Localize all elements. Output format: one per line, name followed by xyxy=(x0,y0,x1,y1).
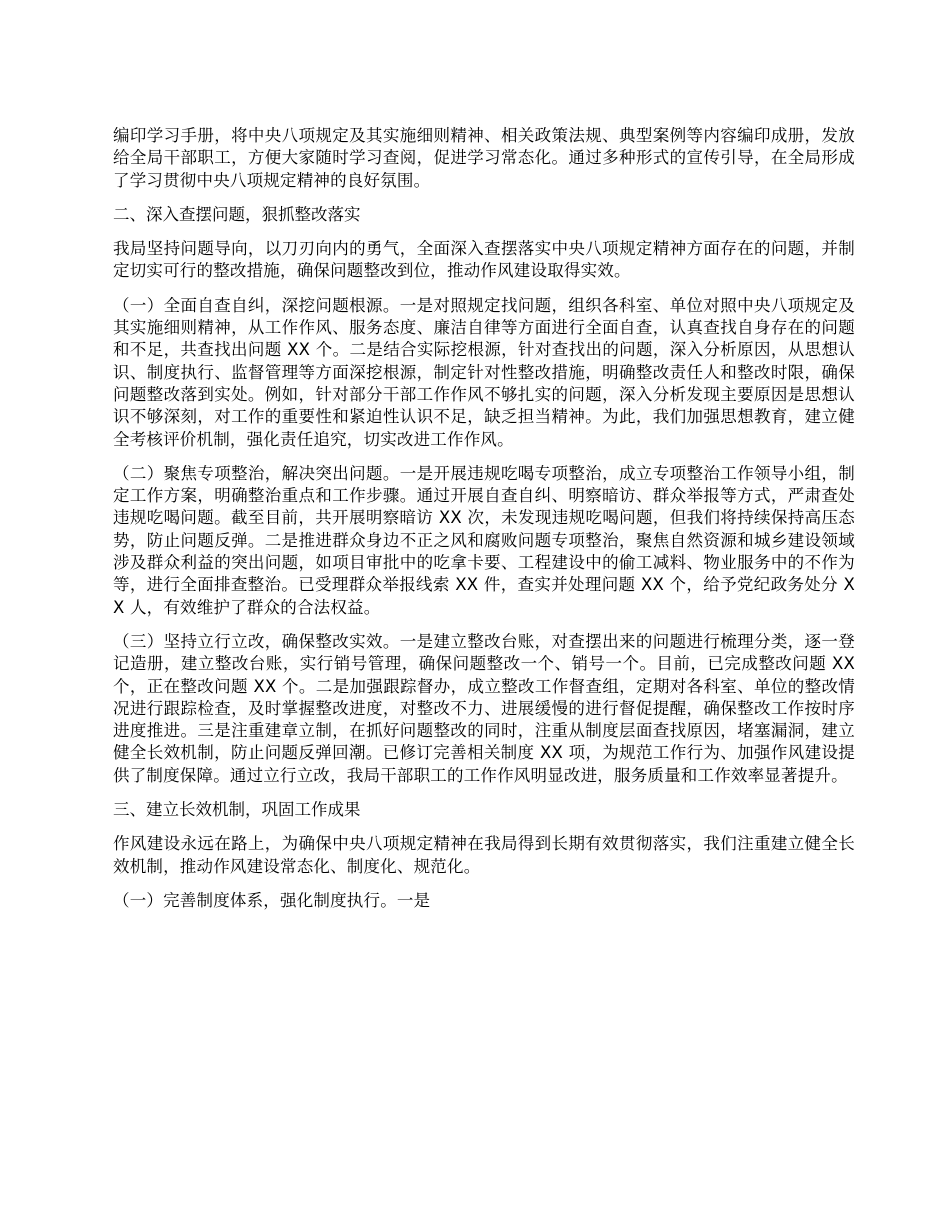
paragraph-self-inspection: （一）全面自查自纠，深挖问题根源。一是对照规定找问题，组织各科室、单位对照中央八项规定及其实施细则精神，从工作作风、服务态度、廉洁自律等方面进行全面自查，认真查找自身存在的问题和不足，共查找出问题 XX 个。二是结合实际挖根源，针对查找出的问题，深入分析原因，从思想认识、制度执行、监督管理等方面深挖根源，制定针对性整改措施，明确整改责任人和整改时限，确保问题整改落到实处。例如，针对部分干部工作作风不够扎实的问题，深入分析发现主要原因是思想认识不够深刻，对工作的重要性和紧迫性认识不足，缺乏担当精神。为此，我们加强思想教育，建立健全考核评价机制，强化责任追究，切实改进工作作风。 xyxy=(113,295,855,449)
paragraph-long-term-mechanism: 作风建设永远在路上，为确保中央八项规定精神在我局得到长期有效贯彻落实，我们注重建立健全长效机制，推动作风建设常态化、制度化、规范化。 xyxy=(113,834,855,876)
paragraph-study-handbook: 编印学习手册，将中央八项规定及其实施细则精神、相关政策法规、典型案例等内容编印成册，发放给全局干部职工，方便大家随时学习查阅，促进学习常态化。通过多种形式的宣传引导，在全局形成了学习贯彻中央八项规定精神的良好氛围。 xyxy=(113,126,855,190)
document-page xyxy=(113,125,855,924)
paragraph-immediate-rectification: （三）坚持立行立改，确保整改实效。一是建立整改台账，对查摆出来的问题进行梳理分类，逐一登记造册，建立整改台账，实行销号管理，确保问题整改一个、销号一个。目前，已完成整改问题 XX 个，正在整改问题 XX 个。二是加强跟踪督办，成立整改工作督查组，定期对各科室、单位的整改情况进行跟踪检查，及时掌握整改进度，对整改不力、进展缓慢的进行督促提醒，确保整改工作按时序进度推进。三是注重建章立制，在抓好问题整改的同时，注重从制度层面查找原因，堵塞漏洞，建立健全长效机制，防止问题反弹回潮。已修订完善相关制度 XX 项，为规范工作行为、加强作风建设提供了制度保障。通过立行立改，我局干部职工的工作作风明显改进，服务质量和工作效率显著提升。 xyxy=(113,631,855,785)
paragraph-problem-orientation: 我局坚持问题导向，以刀刃向内的勇气，全面深入查摆落实中央八项规定精神方面存在的问题，并制定切实可行的整改措施，确保问题整改到位，推动作风建设取得实效。 xyxy=(113,239,855,281)
paragraph-system-improvement: （一）完善制度体系，强化制度执行。一是 xyxy=(113,890,431,910)
section-heading-2: 二、深入查摆问题，狠抓整改落实 xyxy=(113,204,361,224)
paragraph-special-rectification: （二）聚焦专项整治，解决突出问题。一是开展违规吃喝专项整治，成立专项整治工作领导小组，制定工作方案，明确整治重点和工作步骤。通过开展自查自纠、明察暗访、群众举报等方式，严肃查处违规吃喝问题。截至目前，共开展明察暗访 XX 次，未发现违规吃喝问题，但我们将持续保持高压态势，防止问题反弹。二是推进群众身边不正之风和腐败问题专项整治，聚焦自然资源和城乡建设领域涉及群众利益的突出问题，如项目审批中的吃拿卡要、工程建设中的偷工减料、物业服务中的不作为等，进行全面排查整治。已受理群众举报线索 XX 件，查实并处理问题 XX 个，给予党纪政务处分 XX 人，有效维护了群众的合法权益。 xyxy=(113,463,855,617)
section-heading-3: 三、建立长效机制，巩固工作成果 xyxy=(113,800,361,820)
